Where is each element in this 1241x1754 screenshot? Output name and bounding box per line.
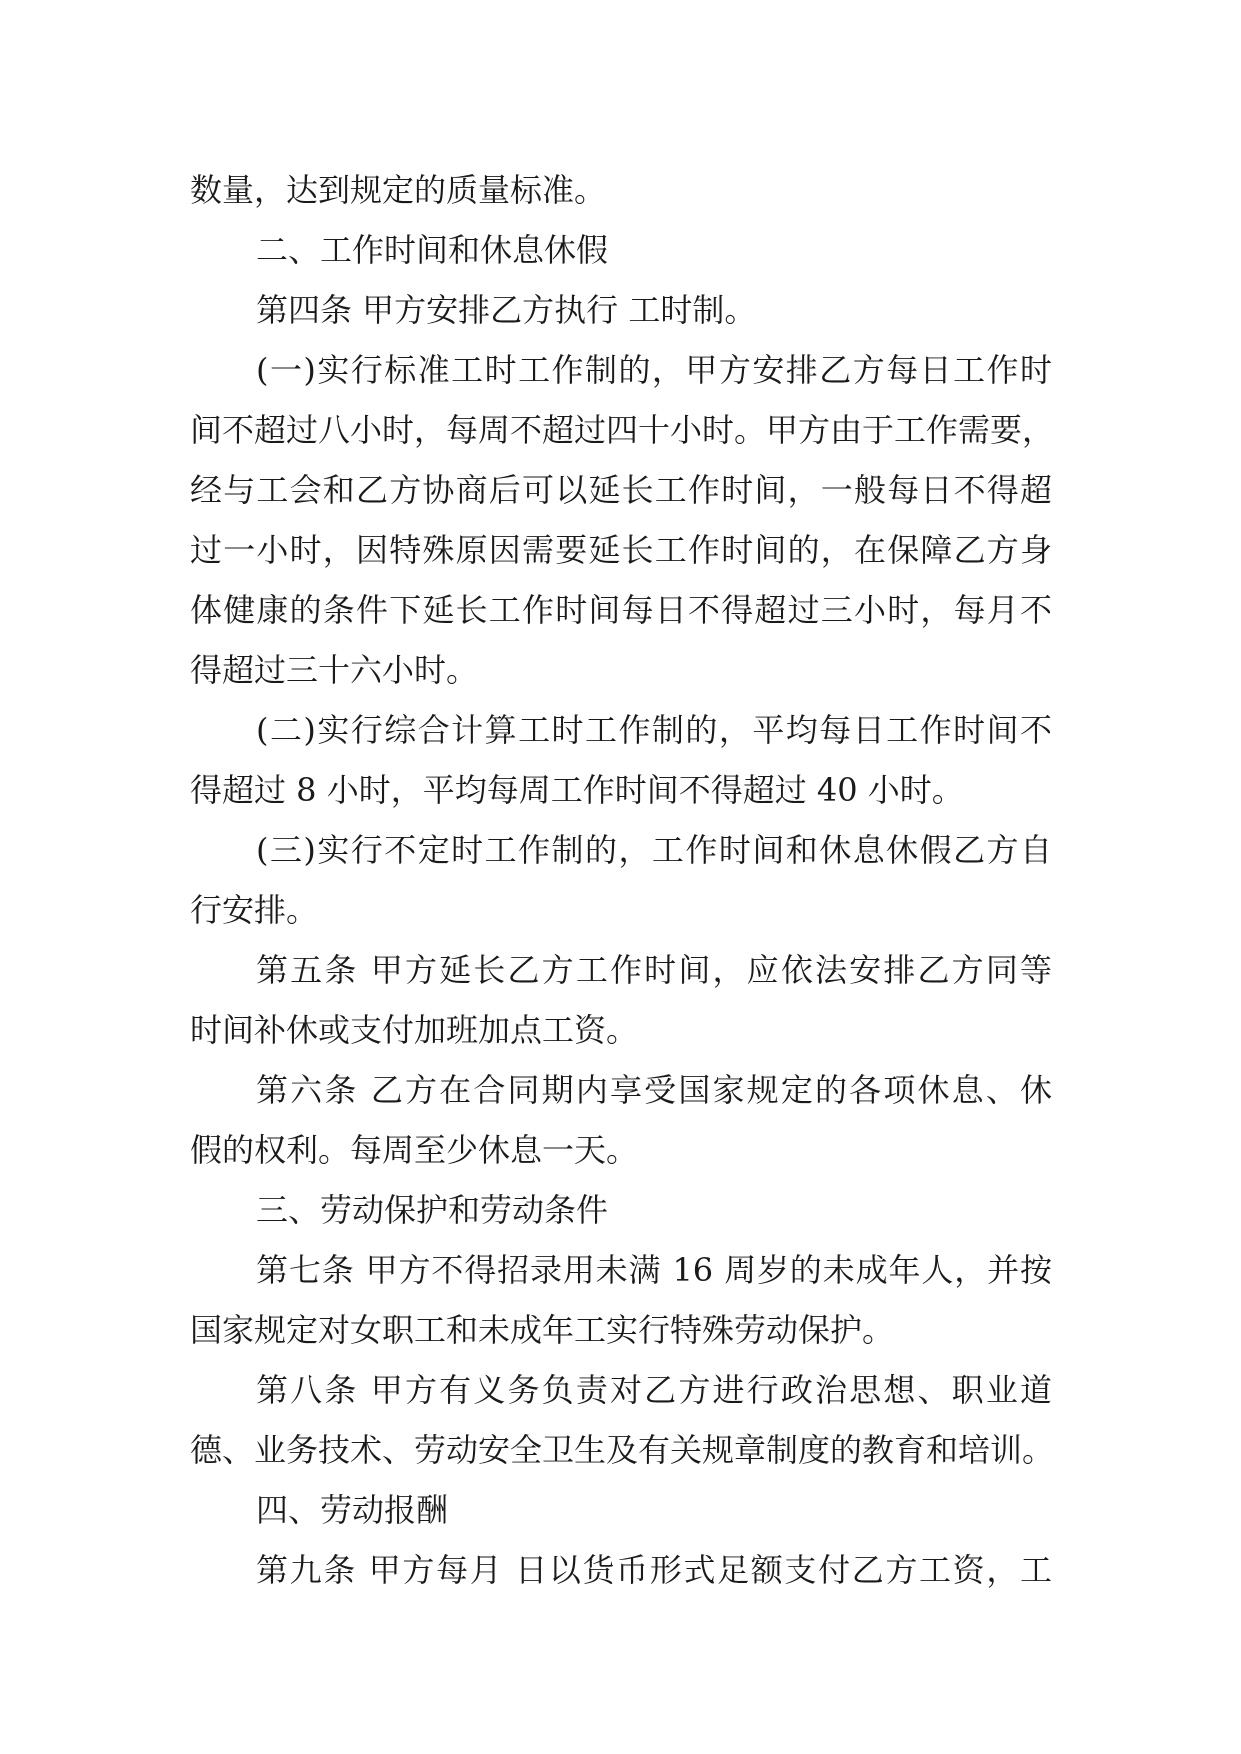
text-line: 第八条 甲方有义务负责对乙方进行政治思想、职业道 [256,1371,1052,1409]
text-line: 假的权利。每周至少休息一天。 [190,1131,639,1169]
paragraph-p13 [190,1540,1052,1600]
document-body [190,160,1055,1600]
text-line: 二、工作时间和休息休假 [256,231,609,269]
text-line: 四、劳动报酬 [256,1491,449,1529]
paragraph-p10 [190,1240,1052,1360]
text-line: 得超过三十六小时。 [190,651,479,689]
text-line: 数量，达到规定的质量标准。 [190,171,607,209]
paragraph-p7 [190,940,1052,1060]
text-line: 第九条 甲方每月 日以货币形式足额支付乙方工资，工 [256,1551,1052,1589]
paragraph-p4 [190,340,1055,700]
paragraph-p6 [190,820,1052,940]
paragraph-p2 [190,220,1052,280]
text-line: 第六条 乙方在合同期内享受国家规定的各项休息、休 [256,1071,1052,1109]
text-line: 第七条 甲方不得招录用未满 16 周岁的未成年人，并按 [256,1251,1052,1289]
text-line: 体健康的条件下延长工作时间每日不得超过三小时，每月不 [190,591,1052,629]
text-line: 第四条 甲方安排乙方执行 工时制。 [256,291,757,329]
text-line: 得超过 8 小时，平均每周工作时间不得超过 40 小时。 [190,771,964,809]
text-line: 间不超过八小时，每周不超过四十小时。甲方由于工作需要， [190,411,1055,449]
paragraph-p5 [190,700,1052,820]
text-line: 时间补休或支付加班加点工资。 [190,1011,639,1049]
text-line: 行安排。 [190,891,319,929]
paragraph-p12 [190,1480,1052,1540]
text-line: (三)实行不定时工作制的，工作时间和休息休假乙方自 [256,831,1052,869]
paragraph-p11 [190,1360,1055,1480]
paragraph-p9 [190,1180,1052,1240]
paragraph-p1 [190,160,1052,220]
text-line: 过一小时，因特殊原因需要延长工作时间的，在保障乙方身 [190,531,1052,569]
paragraph-p3 [190,280,1052,340]
text-line: 第五条 甲方延长乙方工作时间，应依法安排乙方同等 [256,951,1052,989]
text-line: 三、劳动保护和劳动条件 [256,1191,609,1229]
paragraph-p8 [190,1060,1052,1180]
text-line: (一)实行标准工时工作制的，甲方安排乙方每日工作时 [256,351,1052,389]
text-line: 国家规定对女职工和未成年工实行特殊劳动保护。 [190,1311,895,1349]
text-line: 经与工会和乙方协商后可以延长工作时间，一般每日不得超 [190,471,1052,509]
text-line: (二)实行综合计算工时工作制的，平均每日工作时间不 [256,711,1052,749]
text-line: 德、业务技术、劳动安全卫生及有关规章制度的教育和培训。 [190,1431,1055,1469]
